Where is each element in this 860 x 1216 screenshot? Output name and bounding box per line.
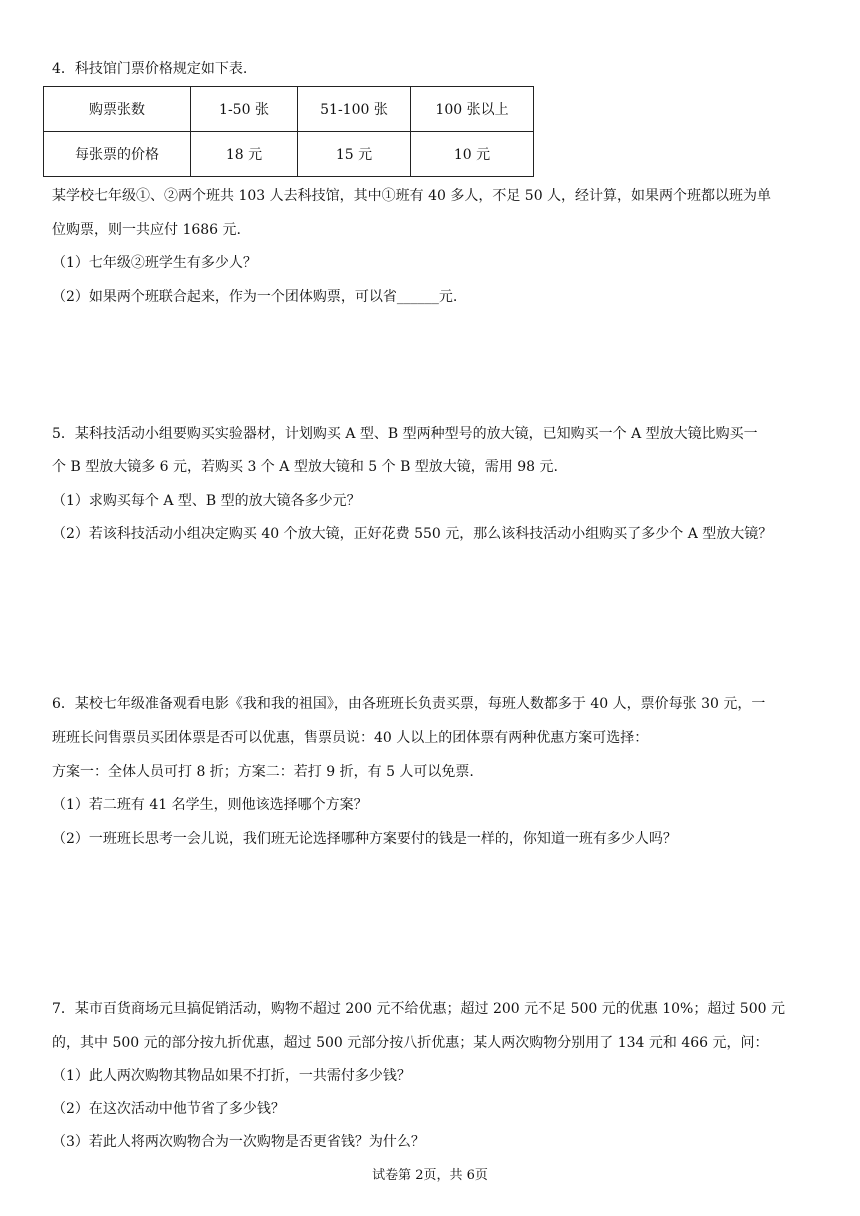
q6-line3: 方案一：全体人员可打 8 折；方案二：若打 9 折，有 5 人可以免票. (52, 764, 474, 780)
q6-sub1: （1）若二班有 41 名学生，则他该选择哪个方案？ (52, 797, 368, 813)
q4-sub1: （1）七年级②班学生有多少人？ (52, 255, 257, 271)
q5-sub2: （2）若该科技活动小组决定购买 40 个放大镜，正好花费 550 元，那么该科技活动小组购买了多少个 A 型放大镜？ (52, 526, 773, 542)
q7-sub2: （2）在这次活动中他节省了多少钱？ (52, 1101, 285, 1117)
q5-line2: 个 B 型放大镜多 6 元，若购买 3 个 A 型放大镜和 5 个 B 型放大镜，需用 98 元. (52, 459, 558, 475)
q7-sub1: （1）此人两次购物其物品如果不打折，一共需付多少钱？ (52, 1068, 411, 1084)
table-cell: 51-100 张 (298, 87, 411, 132)
table-cell: 购票张数 (44, 87, 191, 132)
q6-line2: 班班长问售票员买团体票是否可以优惠，售票员说：40 人以上的团体票有两种优惠方案可选择： (52, 730, 649, 746)
table-cell: 15 元 (298, 132, 411, 177)
q4-title: 4．科技馆门票价格规定如下表. (52, 61, 248, 77)
q7-line2: 的，其中 500 元的部分按九折优惠，超过 500 元部分按八折优惠；某人两次购物分别用了 134 元和 466 元，问： (52, 1035, 769, 1051)
q5-sub1: （1）求购买每个 A 型、B 型的放大镜各多少元？ (52, 493, 361, 509)
table-cell: 100 张以上 (411, 87, 534, 132)
q7-sub3: （3）若此人将两次购物合为一次购物是否更省钱？为什么？ (52, 1134, 425, 1150)
table-cell: 每张票的价格 (44, 132, 191, 177)
q6-line1: 6．某校七年级准备观看电影《我和我的祖国》，由各班班长负责买票，每班人数都多于 40 人，票价每张 30 元，一 (52, 696, 766, 712)
table-cell: 1-50 张 (191, 87, 298, 132)
q4-text-line1: 某学校七年级①、②两个班共 103 人去科技馆，其中①班有 40 多人，不足 50 人，经计算，如果两个班都以班为单 (52, 188, 772, 204)
table-cell: 10 元 (411, 132, 534, 177)
q4-sub2: （2）如果两个班联合起来，作为一个团体购票，可以省______元. (52, 289, 458, 305)
ticket-price-table (43, 86, 534, 177)
table-cell: 18 元 (191, 132, 298, 177)
table-row (44, 132, 534, 177)
q6-sub2: （2）一班班长思考一会儿说，我们班无论选择哪种方案要付的钱是一样的，你知道一班有多少人吗？ (52, 831, 677, 847)
q7-line1: 7．某市百货商场元旦搞促销活动，购物不超过 200 元不给优惠；超过 200 元不足 500 元的优惠 10%；超过 500 元 (52, 1001, 785, 1017)
page-footer: 试卷第 2页，共 6页 (372, 1168, 488, 1183)
table-row (44, 87, 534, 132)
q5-line1: 5．某科技活动小组要购买实验器材，计划购买 A 型、B 型两种型号的放大镜，已知购买一个 A 型放大镜比购买一 (52, 426, 758, 442)
q4-text-line2: 位购票，则一共应付 1686 元. (52, 222, 241, 238)
